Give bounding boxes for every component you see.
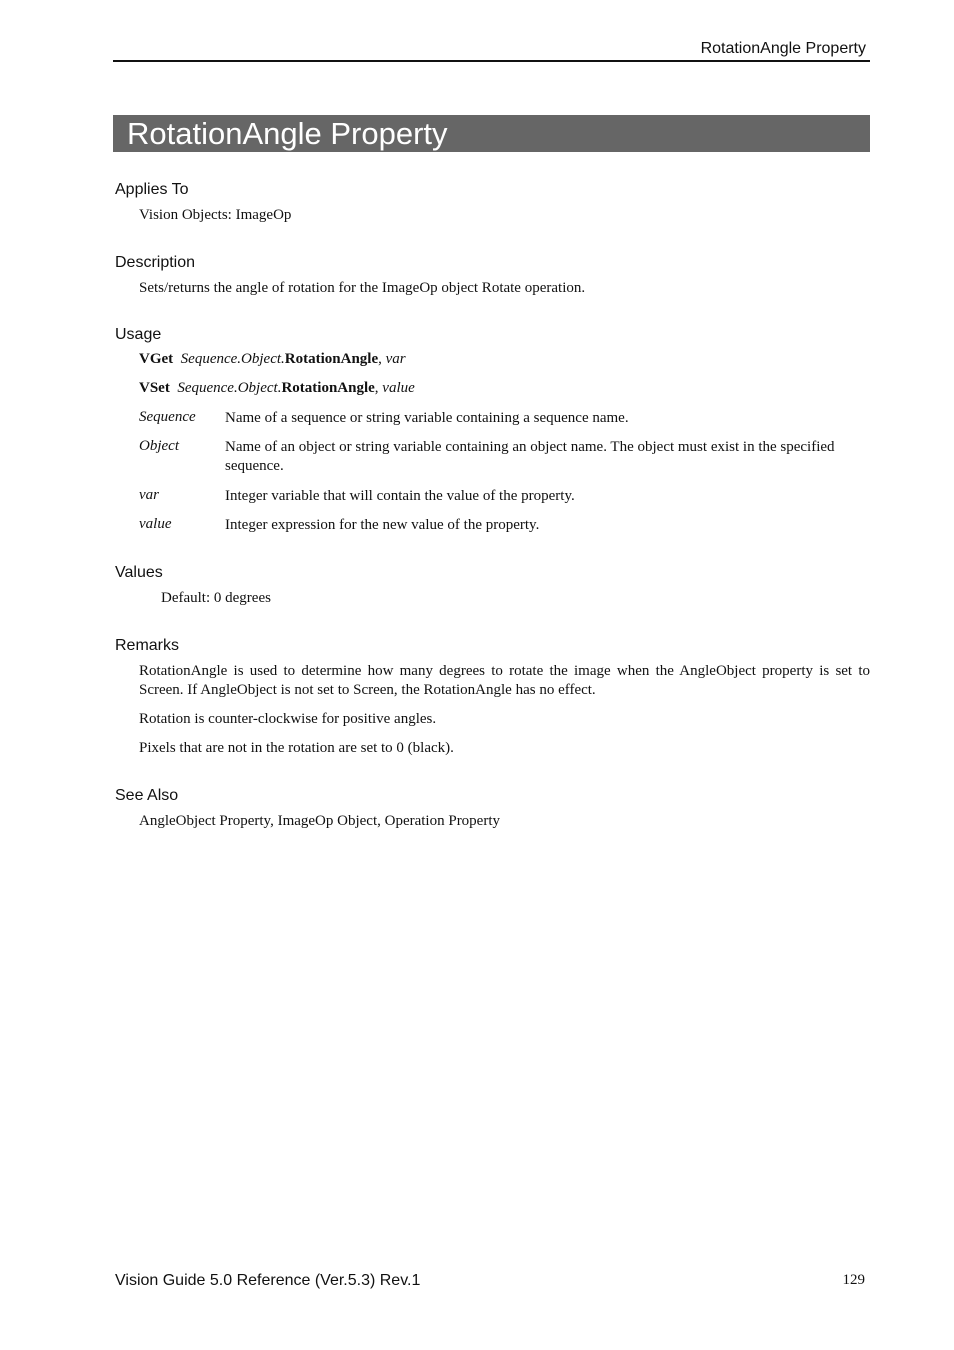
param-name-object: Object	[139, 438, 179, 454]
vset-argument: value	[382, 380, 415, 396]
vset-path: Sequence.Object.	[177, 380, 282, 396]
param-name-sequence: Sequence	[139, 409, 196, 425]
description-heading: Description	[115, 254, 196, 271]
values-default: Default: 0 degrees	[161, 590, 271, 606]
description-text: Sets/returns the angle of rotation for the ImageOp object Rotate operation.	[139, 280, 586, 296]
vget-argument: var	[385, 351, 406, 367]
footer-doc-title: Vision Guide 5.0 Reference (Ver.5.3) Rev.1	[115, 1272, 421, 1289]
vset-keyword: VSet	[139, 380, 170, 396]
running-header-title: RotationAngle Property	[700, 40, 866, 57]
vget-property: RotationAngle	[284, 351, 379, 367]
param-desc-value: Integer expression for the new value of the property.	[225, 517, 540, 533]
remarks-paragraph-1: RotationAngle is used to determine how many degrees to rotate the image when the AngleObject property is set to Screen. If AngleObject is not set to Screen, the RotationAngle has no effect.	[139, 663, 870, 698]
param-desc-sequence: Name of a sequence or string variable containing a sequence name.	[225, 410, 629, 426]
applies-to-heading: Applies To	[115, 181, 189, 198]
usage-heading: Usage	[115, 326, 162, 343]
vset-property: RotationAngle	[281, 380, 375, 396]
see-also-text: AngleObject Property, ImageOp Object, Operation Property	[139, 813, 501, 829]
usage-vset-line	[139, 380, 415, 397]
vget-path: Sequence.Object.	[180, 351, 285, 367]
header-rule	[113, 60, 870, 62]
param-desc-var: Integer variable that will contain the value of the property.	[225, 488, 575, 504]
remarks-paragraph-3: Pixels that are not in the rotation are set to 0 (black).	[139, 740, 454, 756]
param-name-value: value	[139, 516, 172, 532]
page-number: 129	[842, 1272, 865, 1288]
applies-to-text: Vision Objects: ImageOp	[139, 207, 292, 223]
page-title: RotationAngle Property	[113, 115, 870, 152]
param-desc-object: Name of an object or string variable containing an object name. The object must exist in the specified sequence.	[225, 439, 835, 474]
vset-separator: ,	[374, 380, 379, 396]
vget-keyword: VGet	[139, 351, 174, 367]
values-heading: Values	[115, 564, 163, 581]
see-also-heading: See Also	[115, 787, 179, 804]
remarks-heading: Remarks	[115, 637, 180, 654]
param-name-var: var	[139, 487, 159, 503]
vget-separator: ,	[378, 351, 382, 367]
remarks-paragraph-2: Rotation is counter-clockwise for positive angles.	[139, 711, 437, 727]
usage-vget-line	[139, 351, 406, 368]
